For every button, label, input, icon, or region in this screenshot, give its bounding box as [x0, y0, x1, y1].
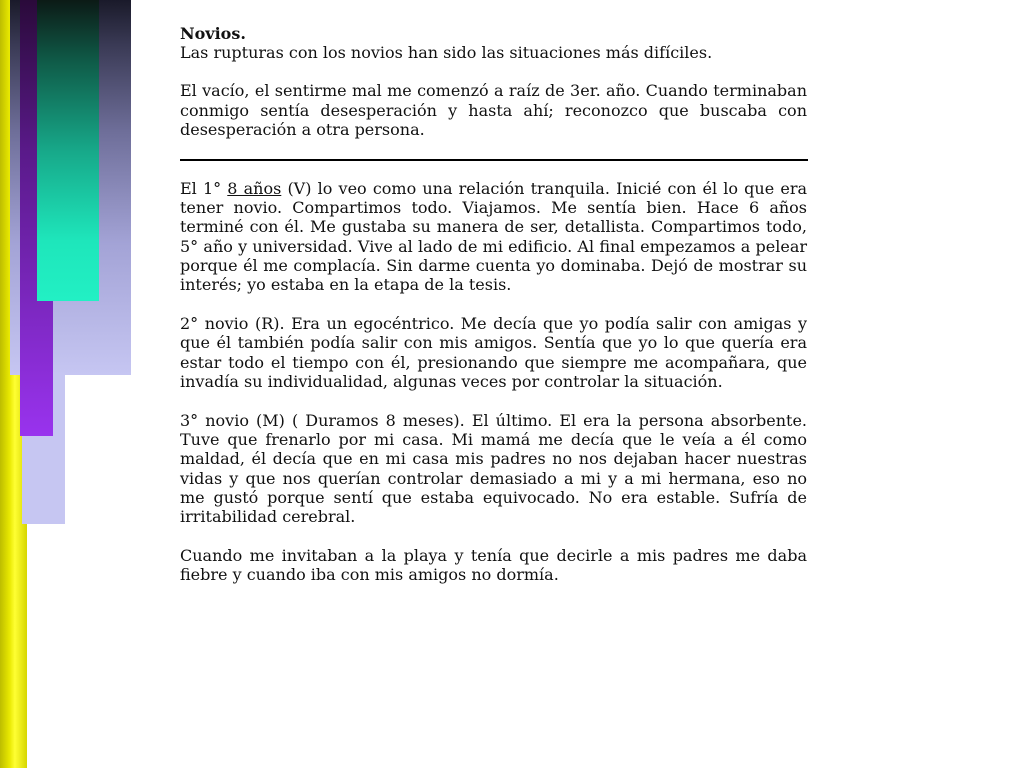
paragraph-first-boyfriend [180, 179, 807, 294]
paragraph-second-boyfriend: 2° novio (R). Era un egocéntrico. Me decía que yo podía salir con amigas y que él también podía salir con mis amigos. Sentía que yo lo que quería era estar todo el tiempo con él, presionando que siempre me acompañara, que invadía su individualidad, algunas veces por controlar la situación. [180, 314, 807, 391]
intro-paragraph: Las rupturas con los novios han sido las situaciones más difíciles. [180, 43, 713, 63]
decorative-bar-teal [37, 0, 99, 301]
paragraph-beach: Cuando me invitaban a la playa y tenía que decirle a mis padres me daba fiebre y cuando iba con mis amigos no dormía. [180, 546, 807, 585]
first-boyfriend-prefix: El 1° [180, 179, 228, 199]
first-boyfriend-duration: 8 años [227, 179, 282, 199]
slide-body [180, 24, 807, 585]
horizontal-divider [180, 159, 808, 161]
first-boyfriend-text: (V) lo veo como una relación tranquila. Inicié con él lo que era tener novio. Compartimos todo. Viajamos. Me sentía bien. Hace 6 años terminé con él. Me gustaba su manera de ser, detallista. Compartimos todo, 5° año y universidad. Vive al lado de mi edificio. Al final empezamos a pelear porque él me complacía. Sin darme cuenta yo dominaba. Dejó de mostrar su interés; yo estaba en la etapa de la tesis. [180, 179, 808, 295]
slide-heading: Novios. [180, 24, 246, 43]
paragraph-emptiness: El vacío, el sentirme mal me comenzó a raíz de 3er. año. Cuando terminaban conmigo sentía desesperación y hasta ahí; reconozco que buscaba con desesperación a otra persona. [180, 81, 807, 139]
paragraph-third-boyfriend: 3° novio (M) ( Duramos 8 meses). El último. El era la persona absorbente. Tuve que frenarlo por mi casa. Mi mamá me decía que le veía a él como maldad, él decía que en mi casa mis padres no nos dejaban hacer nuestras vidas y que nos querían controlar demasiado a mi y a mi hermana, eso no me gustó porque sentí que estaba equivocado. No era estable. Sufría de irritabilidad cerebral. [180, 411, 807, 527]
